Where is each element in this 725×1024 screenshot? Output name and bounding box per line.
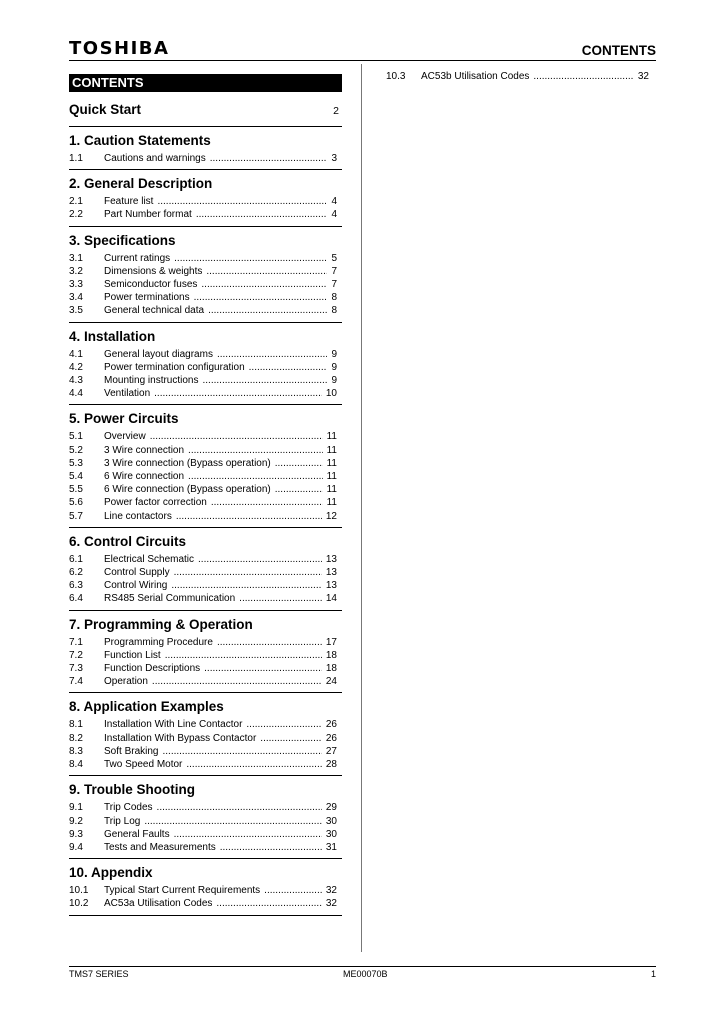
toc-entry-label: Trip Codes: [104, 802, 153, 814]
toc-entry-page: 30: [325, 815, 337, 827]
toc-entry-label: Trip Log: [104, 815, 141, 827]
toc-entry-number: 3.3: [69, 279, 83, 291]
contents-heading: CONTENTS: [69, 74, 342, 92]
toc-section: [69, 617, 342, 694]
page-header-title: CONTENTS: [581, 43, 656, 58]
toc-section-title[interactable]: 8. Application Examples: [69, 699, 224, 715]
toc-entry-page: 4: [331, 196, 337, 208]
toc-entry-number: 10.2: [69, 898, 89, 910]
toc-entry-number: 1.1: [69, 153, 83, 164]
toc-entry-page: 11: [326, 431, 337, 443]
toc-entry-page: 9: [331, 375, 337, 387]
toc-entry[interactable]: [69, 745, 342, 758]
toc-entry[interactable]: [69, 566, 342, 579]
toc-leader-dots: [260, 732, 322, 745]
toc-entry-label: Electrical Schematic: [104, 553, 195, 565]
toc-entry-number: 9.1: [69, 802, 83, 814]
toc-entry-number: 9.4: [69, 841, 83, 853]
toc-section: [69, 233, 342, 323]
toc-entry-label: Cautions and warnings: [104, 153, 206, 164]
toc-section-title[interactable]: 5. Power Circuits: [69, 411, 179, 427]
toc-entry-page: 11: [326, 444, 337, 456]
toc-entry-number: 3.2: [69, 265, 83, 277]
toc-entry-label: Feature list: [104, 196, 154, 208]
toc-entry-number: 6.4: [69, 593, 83, 605]
toc-entry-page: 13: [325, 580, 337, 592]
toc-entry-page: 17: [325, 636, 337, 648]
toc-entry[interactable]: [69, 265, 342, 278]
toc-entry-number: 4.1: [69, 348, 83, 360]
toc-entry-number: 8.2: [69, 732, 83, 744]
toc-entry-number: 7.4: [69, 676, 83, 688]
toc-leader-dots: [174, 828, 322, 841]
toc-entry-label: Current ratings: [104, 252, 171, 264]
toc-entry-page: 3: [331, 153, 337, 164]
toc-entry[interactable]: [69, 579, 342, 592]
toc-leader-dots: [176, 510, 322, 523]
toc-entry-page: 13: [325, 567, 337, 579]
toc-section: [69, 176, 342, 226]
toc-entry[interactable]: [69, 496, 342, 509]
toc-entry-label: 6 Wire connection (Bypass operation): [104, 484, 271, 496]
toc-entry-page: 11: [326, 457, 337, 469]
toc-entry-page: 26: [325, 719, 337, 731]
toc-entry-page: 28: [325, 759, 337, 771]
toc-section-title[interactable]: 9. Trouble Shooting: [69, 782, 195, 798]
toc-entry-page: 27: [325, 745, 337, 757]
toc-leader-dots: [217, 348, 327, 361]
toc-entry-number: 5.2: [69, 444, 83, 456]
toc-entry-number: 7.3: [69, 663, 83, 675]
quick-start-page: 2: [333, 105, 339, 117]
toc-leader-dots: [165, 649, 322, 662]
toc-entry[interactable]: [69, 758, 342, 771]
toc-entry-label: Typical Start Current Requirements: [104, 885, 261, 897]
toc-leader-dots: [174, 252, 327, 265]
toc-section: [69, 699, 342, 776]
toc-entry-number: 5.7: [69, 510, 83, 522]
toc-section-title[interactable]: 7. Programming & Operation: [69, 616, 253, 632]
toc-entry[interactable]: [69, 430, 342, 443]
toc-section: [69, 411, 342, 527]
toc-entry-label: Function List: [104, 649, 161, 661]
toc-entry[interactable]: [69, 483, 342, 496]
toc-entry-page: 11: [326, 484, 337, 496]
toc-section: [69, 329, 342, 406]
toc-entry[interactable]: [69, 291, 342, 304]
toc-leader-dots: [211, 496, 323, 509]
toc-entry-page: 13: [325, 553, 337, 565]
toc-entry-label: Function Descriptions: [104, 663, 201, 675]
toc-entry-number: 7.2: [69, 649, 83, 661]
toc-entry[interactable]: [69, 732, 342, 745]
toc-entry[interactable]: [69, 304, 342, 317]
toc-section-title[interactable]: 6. Control Circuits: [69, 533, 187, 549]
toc-leader-dots: [171, 579, 322, 592]
toc-entry-page: 32: [637, 71, 649, 82]
toc-entry[interactable]: [69, 152, 342, 165]
toc-entry-page: 9: [331, 361, 337, 373]
toc-entry-number: 6.3: [69, 580, 83, 592]
toc-entry[interactable]: [69, 592, 342, 605]
toc-entry-label: Line contactors: [104, 510, 172, 522]
toc-entry-number: 4.4: [69, 388, 83, 400]
toc-leader-dots: [162, 745, 321, 758]
toc-entry[interactable]: [69, 662, 342, 675]
toc-entry[interactable]: [69, 815, 342, 828]
toc-entry[interactable]: [69, 636, 342, 649]
toc-entry-label: Operation: [104, 676, 148, 688]
toc-entry-number: 8.3: [69, 745, 83, 757]
toc-entry-page: 7: [331, 279, 337, 291]
toc-entry-label: Installation With Line Contactor: [104, 719, 243, 731]
toc-entry-page: 9: [331, 348, 337, 360]
toc-entry-number: 9.2: [69, 815, 83, 827]
toc-entry-page: 12: [325, 510, 337, 522]
toc-entry-number: 4.3: [69, 375, 83, 387]
toc-leader-dots: [216, 897, 321, 910]
toc-entry-label: 3 Wire connection: [104, 444, 185, 456]
toc-entry-label: Programming Procedure: [104, 636, 213, 648]
toc-entry-page: 24: [325, 676, 337, 688]
toc-entry[interactable]: [69, 649, 342, 662]
toc-entry[interactable]: [69, 553, 342, 566]
toc-entry[interactable]: [69, 252, 342, 265]
header-rule: [69, 60, 656, 61]
toc-entry-label: Semiconductor fuses: [104, 279, 198, 291]
toc-leader-dots: [264, 884, 322, 897]
toc-entry-page: 14: [325, 593, 337, 605]
toc-leader-dots: [186, 758, 322, 771]
toc-section: [69, 782, 342, 859]
toc-entry-number: 2.1: [69, 196, 83, 208]
column-divider: [361, 64, 362, 952]
toc-entry-number: 5.3: [69, 457, 83, 469]
footer-doc-code: ME00070B: [343, 969, 388, 979]
toc-entry-number: 5.1: [69, 431, 83, 443]
toc-entry-label: 6 Wire connection: [104, 471, 185, 483]
toc-entry-label: RS485 Serial Communication: [104, 593, 236, 605]
toc-entry-label: Two Speed Motor: [104, 759, 183, 771]
toc-leader-dots: [208, 304, 327, 317]
toc-entry-label: Part Number format: [104, 209, 192, 221]
toc-entry-page: 5: [331, 252, 337, 264]
toc-entry-page: 8: [331, 292, 337, 304]
toc-entry-number: 8.4: [69, 759, 83, 771]
toc-entry-page: 8: [331, 305, 337, 317]
toc-section-title[interactable]: 4. Installation: [69, 328, 156, 344]
toc-entry-label: Control Wiring: [104, 580, 168, 592]
toc-entry[interactable]: [69, 208, 342, 221]
toc-entry-page: 30: [325, 828, 337, 840]
toc-section-title[interactable]: 1. Caution Statements: [69, 133, 211, 148]
toc-entry-label: Soft Braking: [104, 745, 159, 757]
toc-leader-dots: [239, 592, 322, 605]
toc-entry-page: 18: [325, 649, 337, 661]
toc-section: [69, 534, 342, 611]
toc-entry-number: 10.1: [69, 885, 89, 897]
toc-entry-number: 2.2: [69, 209, 83, 221]
toc-entry-number: 7.1: [69, 636, 83, 648]
toc-leader-dots: [210, 152, 328, 165]
toc-entry-number: 6.2: [69, 567, 83, 579]
toc-leader-dots: [198, 553, 322, 566]
toc-leader-dots: [157, 195, 327, 208]
toc-entry[interactable]: [69, 348, 342, 361]
toc-entry[interactable]: [69, 718, 342, 731]
toc-leader-dots: [152, 675, 322, 688]
toshiba-logo: TOSHIBA: [69, 38, 170, 59]
toc-entry-page: 11: [326, 497, 337, 509]
toc-entry[interactable]: [69, 387, 342, 400]
toc-entry-label: Dimensions & weights: [104, 265, 203, 277]
footer-page-number: 1: [650, 969, 656, 979]
toc-entry-label: Mounting instructions: [104, 375, 199, 387]
toc-entry[interactable]: [69, 195, 342, 208]
toc-leader-dots: [174, 566, 322, 579]
toc-quick-start[interactable]: [69, 102, 342, 127]
toc-leader-dots: [533, 70, 633, 83]
toc-leader-dots: [150, 430, 323, 443]
toc-entry-number: 10.3: [386, 71, 406, 82]
toc-entry-label: General layout diagrams: [104, 348, 213, 360]
toc-entry-page: 11: [326, 471, 337, 483]
toc-entry[interactable]: [69, 278, 342, 291]
toc-entry[interactable]: [69, 444, 342, 457]
toc-sections: [69, 133, 342, 916]
toc-entry-label: Ventilation: [104, 388, 151, 400]
toc-entry-number: 5.4: [69, 471, 83, 483]
toc-section-title[interactable]: 2. General Description: [69, 176, 213, 192]
toc-entry-label: Overview: [104, 431, 146, 443]
toc-entry-number: 5.5: [69, 484, 83, 496]
toc-leader-dots: [196, 208, 328, 221]
toc-section-title[interactable]: 3. Specifications: [69, 232, 176, 248]
toc-leader-dots: [206, 265, 327, 278]
toc-section: [69, 133, 342, 170]
toc-left-column: [69, 74, 342, 916]
toc-entry-number: 4.2: [69, 361, 83, 373]
toc-entry-page: 4: [331, 209, 337, 221]
toc-entry-page: 32: [325, 898, 337, 910]
toc-section: [69, 865, 342, 915]
toc-entry[interactable]: [69, 457, 342, 470]
toc-entry[interactable]: [386, 70, 654, 83]
toc-leader-dots: [201, 278, 327, 291]
toc-leader-dots: [249, 361, 328, 374]
toc-entry-label: AC53b Utilisation Codes: [421, 71, 530, 82]
toc-leader-dots: [157, 801, 322, 814]
toc-entry[interactable]: [69, 470, 342, 483]
toc-entry-page: 7: [331, 265, 337, 277]
toc-leader-dots: [217, 636, 322, 649]
toc-entry[interactable]: [69, 828, 342, 841]
quick-start-label: Quick Start: [69, 102, 142, 117]
toc-leader-dots: [204, 662, 322, 675]
toc-entry[interactable]: [69, 361, 342, 374]
toc-leader-dots: [275, 457, 323, 470]
toc-leader-dots: [246, 718, 321, 731]
toc-entry-label: Control Supply: [104, 567, 170, 579]
toc-right-column: [386, 70, 654, 83]
toc-entry[interactable]: [69, 884, 342, 897]
toc-entry-page: 18: [325, 663, 337, 675]
toc-entry-label: General Faults: [104, 828, 170, 840]
toc-leader-dots: [154, 387, 322, 400]
toc-section-title[interactable]: 10. Appendix: [69, 865, 153, 881]
toc-leader-dots: [203, 374, 328, 387]
toc-entry-number: 3.4: [69, 292, 83, 304]
toc-entry[interactable]: [69, 675, 342, 688]
toc-entry[interactable]: [69, 374, 342, 387]
toc-entry-page: 26: [325, 732, 337, 744]
toc-entry-label: AC53a Utilisation Codes: [104, 898, 213, 910]
toc-entry-number: 9.3: [69, 828, 83, 840]
toc-entry[interactable]: [69, 801, 342, 814]
toc-entry-label: Power termination configuration: [104, 361, 245, 373]
toc-entry-number: 6.1: [69, 553, 83, 565]
toc-entry-label: Power terminations: [104, 292, 190, 304]
toc-leader-dots: [144, 815, 322, 828]
toc-leader-dots: [188, 470, 323, 483]
toc-entry[interactable]: [69, 510, 342, 523]
toc-entry-label: Tests and Measurements: [104, 841, 216, 853]
toc-leader-dots: [188, 444, 323, 457]
toc-entry-number: 3.1: [69, 252, 83, 264]
toc-entry-page: 31: [325, 841, 337, 853]
toc-entry-number: 5.6: [69, 497, 83, 509]
toc-entry-page: 29: [325, 802, 337, 814]
toc-leader-dots: [194, 291, 328, 304]
toc-entry-label: Power factor correction: [104, 497, 207, 509]
toc-entry-label: Installation With Bypass Contactor: [104, 732, 257, 744]
toc-entry-page: 32: [325, 885, 337, 897]
toc-entry-number: 8.1: [69, 719, 83, 731]
toc-leader-dots: [275, 483, 323, 496]
toc-entry-label: General technical data: [104, 305, 205, 317]
toc-entry[interactable]: [69, 897, 342, 910]
toc-entry[interactable]: [69, 841, 342, 854]
toc-entry-page: 10: [325, 388, 337, 400]
page-footer: [69, 966, 656, 979]
toc-entry-label: 3 Wire connection (Bypass operation): [104, 457, 271, 469]
toc-leader-dots: [220, 841, 322, 854]
toc-entry-number: 3.5: [69, 305, 83, 317]
footer-series: TMS7 SERIES: [69, 969, 129, 979]
